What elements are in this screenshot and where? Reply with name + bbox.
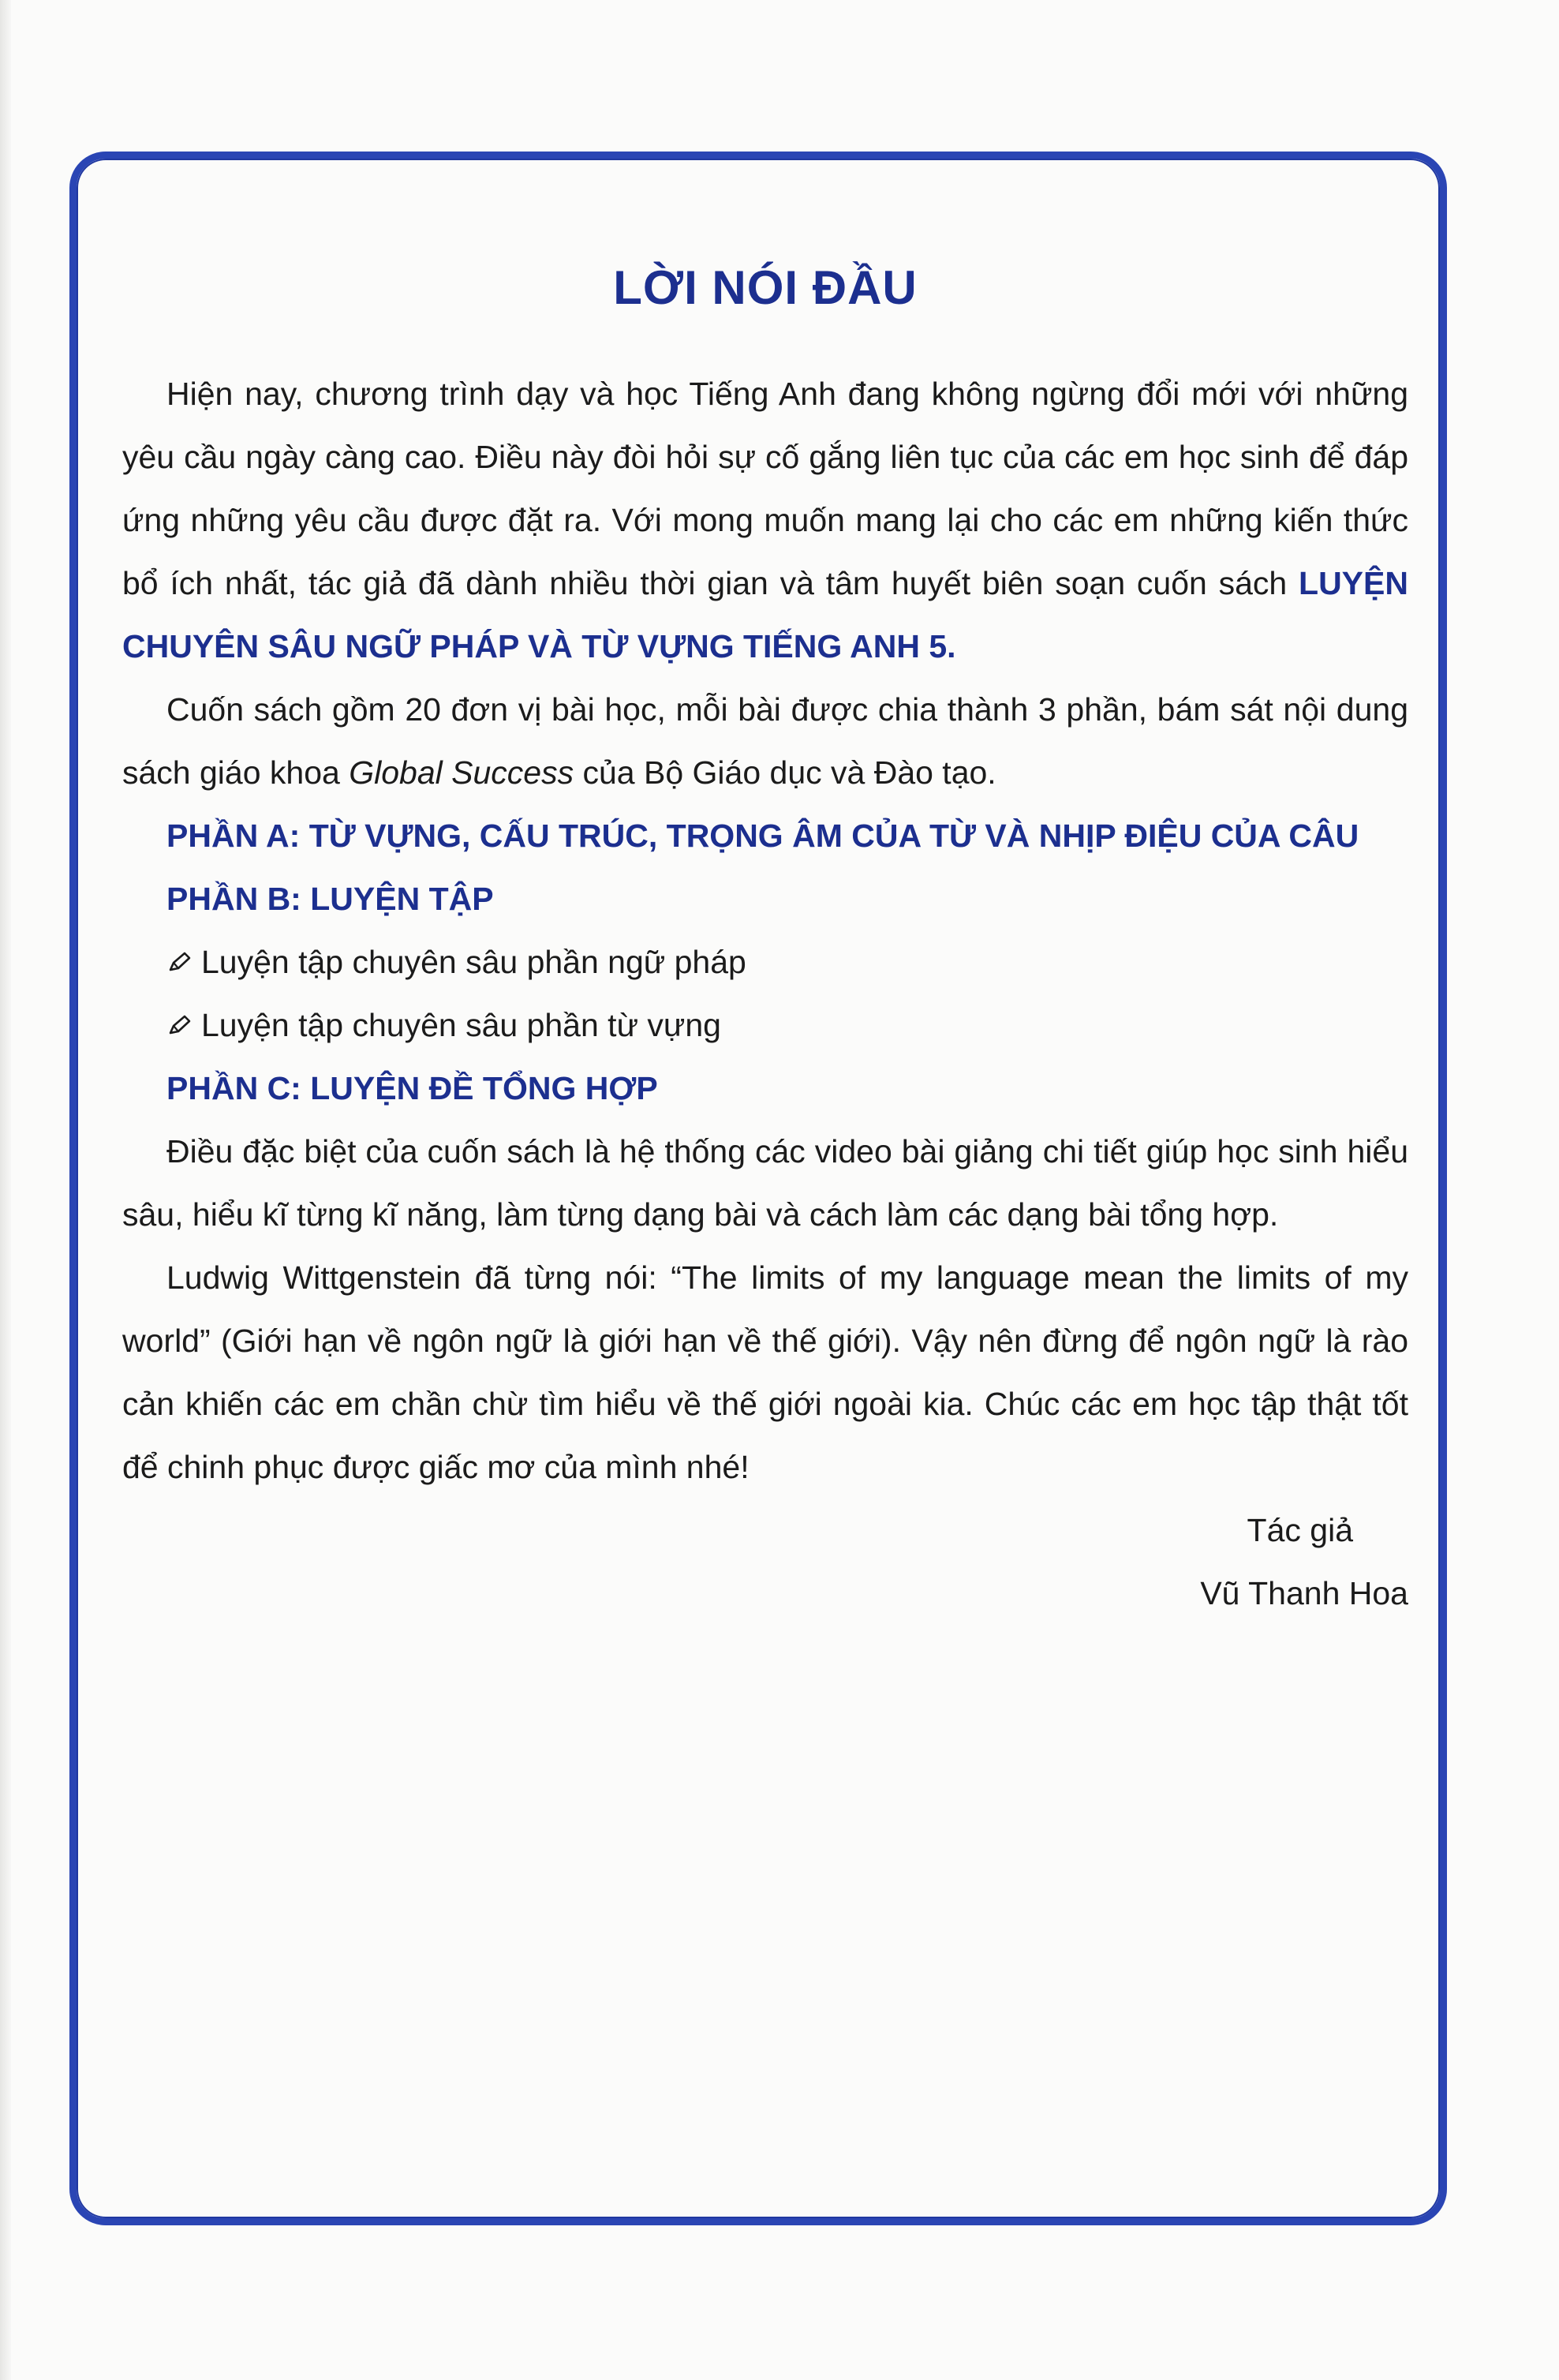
page-title: LỜI NÓI ĐẦU [613, 261, 918, 314]
book-title: LUYỆN CHUYÊN SÂU NGỮ PHÁP VÀ TỪ VỰNG TIẾNG ANH 5. [122, 565, 1408, 664]
special-paragraph: Điều đặc biệt của cuốn sách là hệ thống các video bài giảng chi tiết giúp học sinh hiểu sâu, hiểu kĩ từng kĩ năng, làm từng dạng bài và cách làm các dạng bài tổng hợp. [122, 1133, 1408, 1233]
structure-text-after: của Bộ Giáo dục và Đào tạo. [582, 754, 996, 791]
signature-name: Vũ Thanh Hoa [1200, 1575, 1408, 1611]
section-heading-part-a: PHẦN A: TỪ VỰNG, CẤU TRÚC, TRỌNG ÂM CỦA TỪ VÀ NHỊP ĐIỆU CỦA CÂU [166, 818, 1359, 854]
list-item-label: Luyện tập chuyên sâu phần ngữ pháp [201, 944, 746, 980]
section-heading-part-c: PHẦN C: LUYỆN ĐỀ TỔNG HỢP [166, 1070, 658, 1106]
pencil-icon [166, 1012, 193, 1038]
intro-paragraph [122, 362, 1408, 678]
textbook-name: Global Success [349, 754, 574, 791]
list-item [122, 930, 1408, 994]
intro-text: Hiện nay, chương trình dạy và học Tiếng Anh đang không ngừng đổi mới với những yêu cầu ngày càng cao. Điều này đòi hỏi sự cố gắng liên tục của các em học sinh để đáp ứng những yêu cầu được đặt ra. Với mong muốn mang lại cho các em những kiến thức bổ ích nhất, tác giả đã dành nhiều thời gian và tâm huyết biên soạn cuốn sách [122, 376, 1408, 601]
list-item [122, 994, 1408, 1057]
quote-paragraph: Ludwig Wittgenstein đã từng nói: “The limits of my language mean the limits of my world” (Giới hạn về ngôn ngữ là giới hạn về thế giới). Vậy nên đừng để ngôn ngữ là rào cản khiến các em chần chừ tìm hiểu về thế giới ngoài kia. Chúc các em học tập thật tốt để chinh phục được giấc mơ của mình nhé! [122, 1259, 1408, 1485]
preface-content [122, 261, 1408, 1625]
structure-paragraph [122, 678, 1408, 804]
structure-text-before: Cuốn sách gồm 20 đơn vị bài học, mỗi bài được chia thành 3 phần, bám sát nội dung sách giáo khoa [122, 691, 1408, 791]
pencil-icon [166, 949, 193, 975]
list-item-label: Luyện tập chuyên sâu phần từ vựng [201, 1007, 721, 1043]
signature-role: Tác giả [1247, 1512, 1353, 1548]
section-heading-part-b: PHẦN B: LUYỆN TẬP [166, 881, 494, 917]
page-edge [0, 0, 11, 2380]
